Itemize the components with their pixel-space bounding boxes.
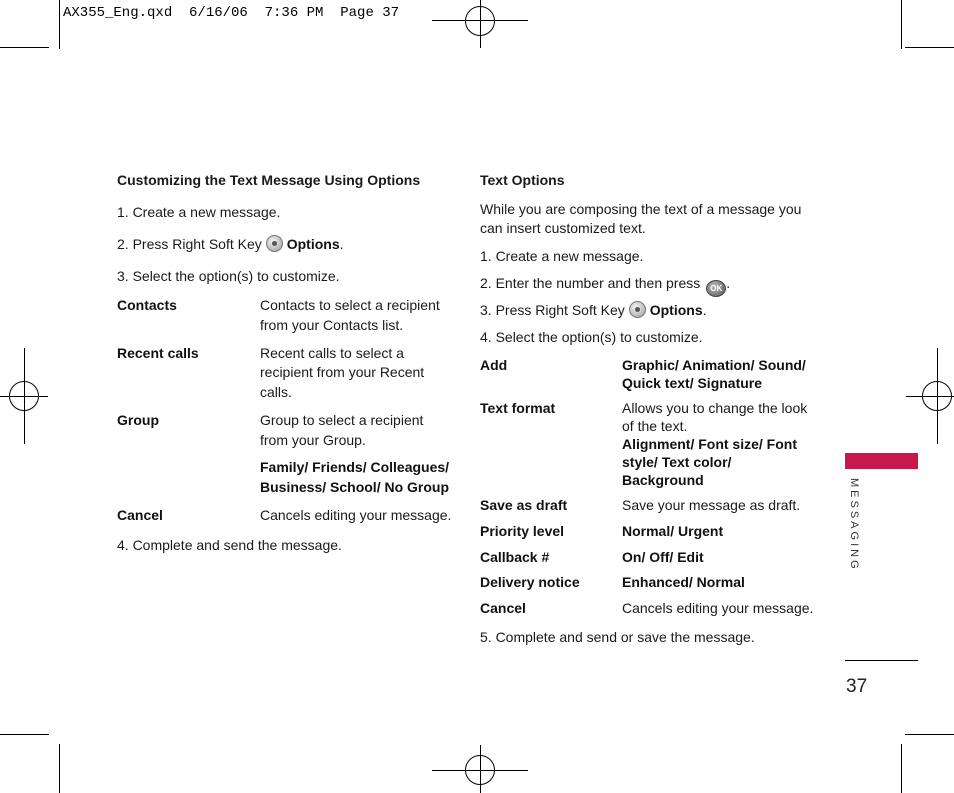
soft-key-icon: [266, 235, 283, 252]
option-label-add: Add: [480, 357, 508, 373]
options-label: Options: [649, 302, 703, 318]
option-label-group: Group: [117, 412, 159, 428]
option-desc: Group to select a recipient: [260, 412, 424, 428]
option-values: Normal/ Urgent: [622, 523, 724, 539]
step-2: 2. Press Right Soft Key Options.: [117, 236, 344, 252]
step-4: 4. Complete and send the message.: [117, 537, 342, 553]
section-heading: Customizing the Text Message Using Options: [117, 172, 421, 188]
option-label-priority-level: Priority level: [480, 523, 565, 539]
page-number: 37: [846, 676, 868, 697]
option-desc: calls.: [260, 384, 292, 400]
option-label-contacts: Contacts: [117, 297, 177, 313]
option-desc: Save your message as draft.: [622, 497, 801, 513]
option-label-recent-calls: Recent calls: [117, 345, 199, 361]
option-desc: Cancels editing your message.: [622, 600, 814, 616]
intro-text: can insert customized text.: [480, 220, 646, 236]
option-values: Graphic/ Animation/ Sound/: [622, 357, 806, 373]
option-label-delivery-notice: Delivery notice: [480, 574, 580, 590]
option-values: On/ Off/ Edit: [622, 549, 704, 565]
option-values: Business/ School/ No Group: [260, 479, 450, 495]
option-label-save-as-draft: Save as draft: [480, 497, 568, 513]
section-tab-label: MESSAGING: [848, 478, 860, 572]
option-desc: from your Contacts list.: [260, 317, 404, 333]
options-label: Options: [286, 236, 340, 252]
option-label-text-format: Text format: [480, 400, 556, 416]
option-desc: Recent calls to select a: [260, 345, 404, 361]
option-label-callback: Callback #: [480, 549, 550, 565]
option-values: Enhanced/ Normal: [622, 574, 745, 590]
option-desc: of the text.: [622, 418, 688, 434]
option-values: style/ Text color/: [622, 454, 732, 470]
step-3: 3. Press Right Soft Key Options.: [480, 302, 707, 318]
option-label-cancel: Cancel: [117, 507, 163, 523]
option-desc: recipient from your Recent: [260, 364, 425, 380]
step-1: 1. Create a new message.: [480, 248, 644, 264]
section-tab-bar: [845, 453, 918, 469]
option-values: Alignment/ Font size/ Font: [622, 436, 797, 452]
step-1: 1. Create a new message.: [117, 204, 281, 220]
option-desc: Allows you to change the look: [622, 400, 808, 416]
printer-slug: AX355_Eng.qxd 6/16/06 7:36 PM Page 37: [63, 5, 400, 21]
ok-key-icon: OK: [706, 280, 726, 297]
option-values: Quick text/ Signature: [622, 375, 763, 391]
step-4: 4. Select the option(s) to customize.: [480, 329, 703, 345]
step-2: 2. Enter the number and then press OK .: [480, 274, 730, 297]
option-label-cancel: Cancel: [480, 600, 526, 616]
option-desc: from your Group.: [260, 432, 366, 448]
option-values: Background: [622, 472, 704, 488]
option-values: Family/ Friends/ Colleagues/: [260, 459, 450, 475]
step-3: 3. Select the option(s) to customize.: [117, 268, 340, 284]
intro-text: While you are composing the text of a message you: [480, 201, 802, 217]
step-5: 5. Complete and send or save the message.: [480, 629, 755, 645]
option-desc: Cancels editing your message.: [260, 507, 452, 523]
option-desc: Contacts to select a recipient: [260, 297, 440, 313]
soft-key-icon: [629, 301, 646, 318]
section-heading: Text Options: [480, 172, 565, 188]
